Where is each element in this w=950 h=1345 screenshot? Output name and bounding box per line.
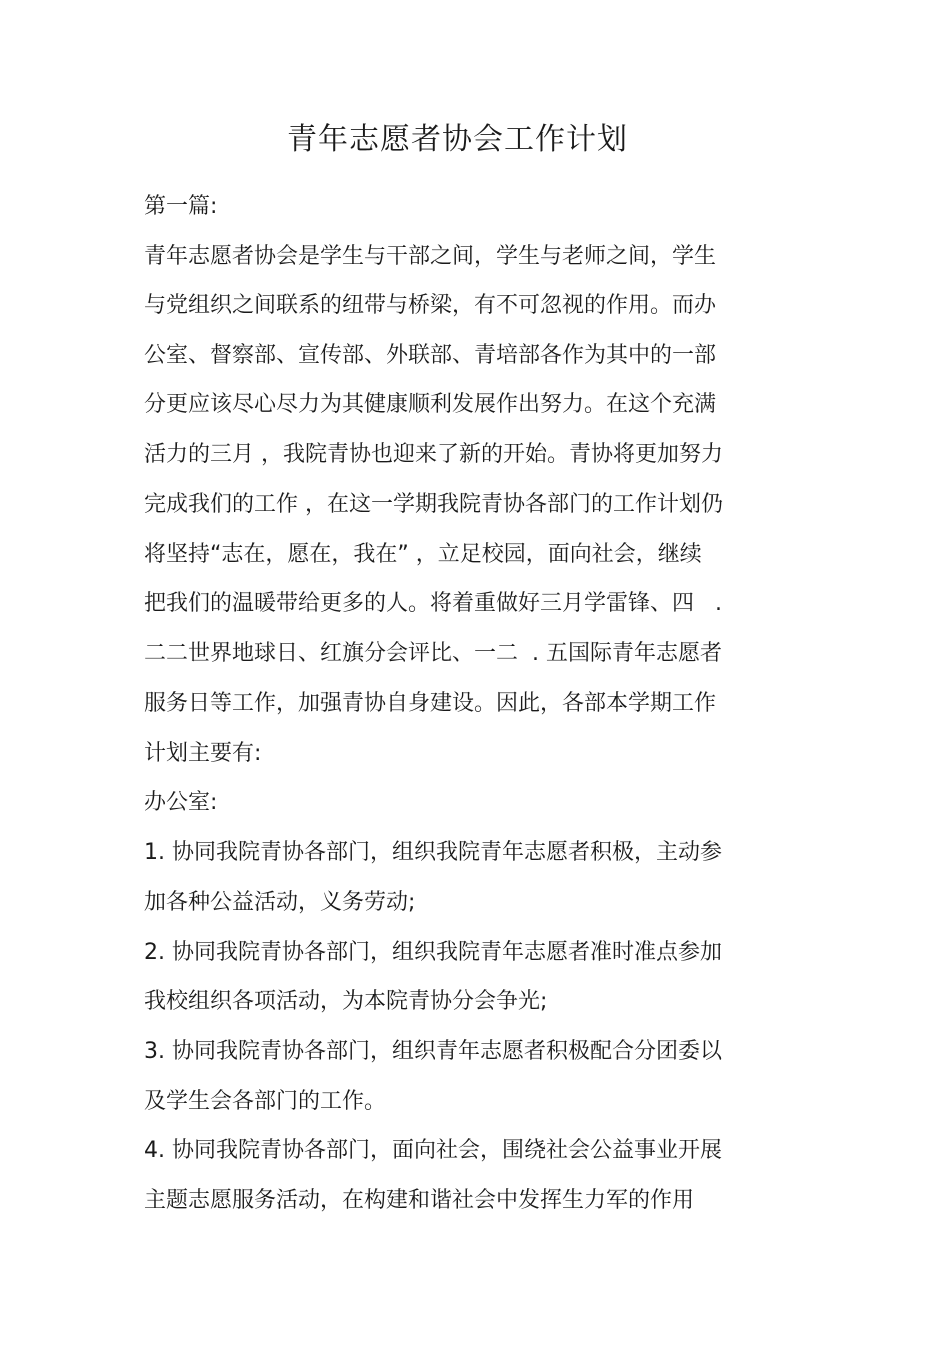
paragraph-line: 服务日等工作，加强青协自身建设。因此，各部本学期工作 bbox=[144, 691, 717, 716]
paragraph-line: 完成我们的工作 ，在这一学期我院青协各部门的工作计划仍 bbox=[144, 492, 723, 517]
paragraph-line: 活力的三月 ，我院青协也迎来了新的开始。青协将更加努力 bbox=[144, 442, 723, 467]
list-item-3-continued: 及学生会各部门的工作。 bbox=[144, 1089, 387, 1114]
paragraph-line: 计划主要有: bbox=[144, 741, 262, 766]
list-item-4: 4. 协同我院青协各部门，面向社会，围绕社会公益事业开展 bbox=[144, 1138, 722, 1163]
paragraph-line: 与党组织之间联系的纽带与桥梁，有不可忽视的作用。而办 bbox=[144, 293, 717, 318]
paragraph-line: 分更应该尽心尽力为其健康顺利发展作出努力。在这个充满 bbox=[144, 392, 717, 417]
heading-part-one: 第一篇: bbox=[144, 194, 218, 219]
paragraph-line: 把我们的温暖带给更多的人。将着重做好三月学雷锋、四 . bbox=[144, 591, 722, 616]
list-item-2: 2. 协同我院青协各部门，组织我院青年志愿者准时准点参加 bbox=[144, 940, 722, 965]
document-title: 青年志愿者协会工作计划 bbox=[287, 122, 628, 157]
list-item-2-continued: 我校组织各项活动，为本院青协分会争光; bbox=[144, 989, 548, 1014]
paragraph-line: 公室、督察部、宣传部、外联部、青培部各作为其中的一部 bbox=[144, 343, 717, 368]
list-item-1: 1. 协同我院青协各部门，组织我院青年志愿者积极，主动参 bbox=[144, 840, 722, 865]
paragraph-line: 将坚持“志在，愿在，我在” ，立足校园，面向社会，继续 bbox=[144, 542, 702, 567]
list-item-1-continued: 加各种公益活动，义务劳动; bbox=[144, 890, 416, 915]
paragraph-line: 二二世界地球日、红旗分会评比、一二 . 五国际青年志愿者 bbox=[144, 641, 722, 666]
list-item-3: 3. 协同我院青协各部门，组织青年志愿者积极配合分团委以 bbox=[144, 1039, 722, 1064]
paragraph-line: 青年志愿者协会是学生与干部之间，学生与老师之间，学生 bbox=[144, 244, 717, 269]
list-item-4-continued: 主题志愿服务活动，在构建和谐社会中发挥生力军的作用 bbox=[144, 1188, 695, 1213]
section-heading-office: 办公室: bbox=[144, 790, 218, 815]
